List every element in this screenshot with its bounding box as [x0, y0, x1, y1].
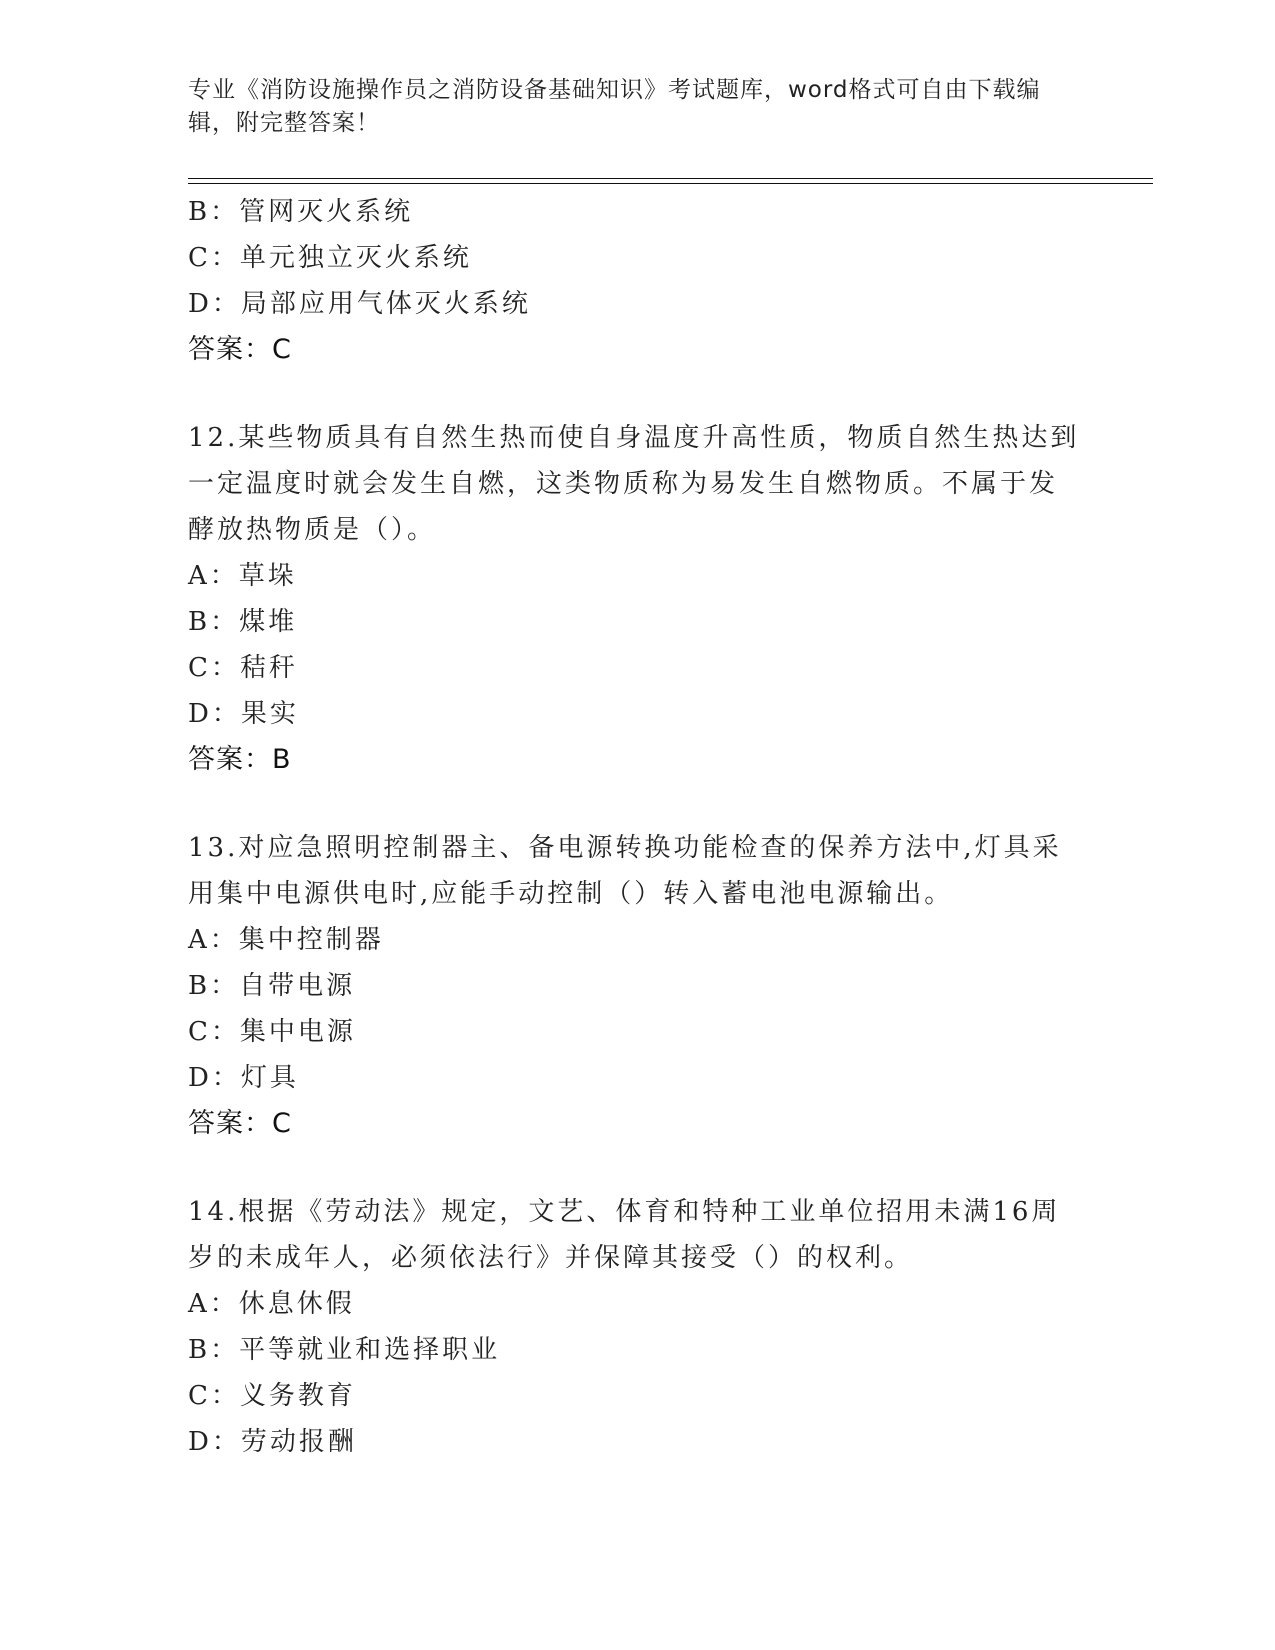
header-rule-top [188, 178, 1153, 179]
header-rule-bottom [188, 183, 1153, 184]
option-c: C：义务教育 [188, 1381, 356, 1411]
header-line-1: 专业《消防设施操作员之消防设备基础知识》考试题库，word格式可自由下载编 [188, 77, 1041, 103]
question-text-line: 12.某些物质具有自然生热而使自身温度升高性质，物质自然生热达到 [188, 423, 1080, 453]
option-d: D：局部应用气体灭火系统 [188, 289, 531, 319]
answer-line: 答案：C [188, 1108, 292, 1139]
header-line-2: 辑，附完整答案！ [188, 110, 380, 136]
option-a: A：草垛 [188, 561, 297, 591]
option-c: C：秸秆 [188, 653, 298, 683]
option-c: C：集中电源 [188, 1017, 356, 1047]
question-13 [188, 825, 1088, 1147]
question-12 [188, 415, 1088, 783]
question-text-line: 酵放热物质是（）。 [188, 515, 437, 545]
option-b: B：平等就业和选择职业 [188, 1335, 501, 1365]
question-text-line: 13.对应急照明控制器主、备电源转换功能检查的保养方法中,灯具采 [188, 833, 1062, 863]
option-d: D：劳动报酬 [188, 1427, 357, 1457]
question-text-line: 14.根据《劳动法》规定，文艺、体育和特种工业单位招用未满16周 [188, 1197, 1061, 1227]
question-content [188, 189, 1088, 1465]
option-b: B：自带电源 [188, 971, 356, 1001]
answer-line: 答案：B [188, 744, 292, 775]
option-d: D：果实 [188, 699, 299, 729]
answer-line: 答案：C [188, 334, 292, 365]
question-text-line: 一定温度时就会发生自燃，这类物质称为易发生自燃物质。不属于发 [188, 469, 1059, 499]
question-text-line: 岁的未成年人，必须依法行》并保障其接受（）的权利。 [188, 1243, 914, 1273]
option-a: A：休息休假 [188, 1289, 355, 1319]
option-a: A：集中控制器 [188, 925, 384, 955]
question-text-line: 用集中电源供电时,应能手动控制（）转入蓄电池电源输出。 [188, 879, 954, 909]
option-b: B：管网灭火系统 [188, 197, 414, 227]
question-11-continuation [188, 189, 1088, 373]
option-b: B：煤堆 [188, 607, 298, 637]
option-c: C：单元独立灭火系统 [188, 243, 472, 273]
question-14 [188, 1189, 1088, 1465]
document-header [188, 74, 1068, 140]
option-d: D：灯具 [188, 1063, 299, 1093]
